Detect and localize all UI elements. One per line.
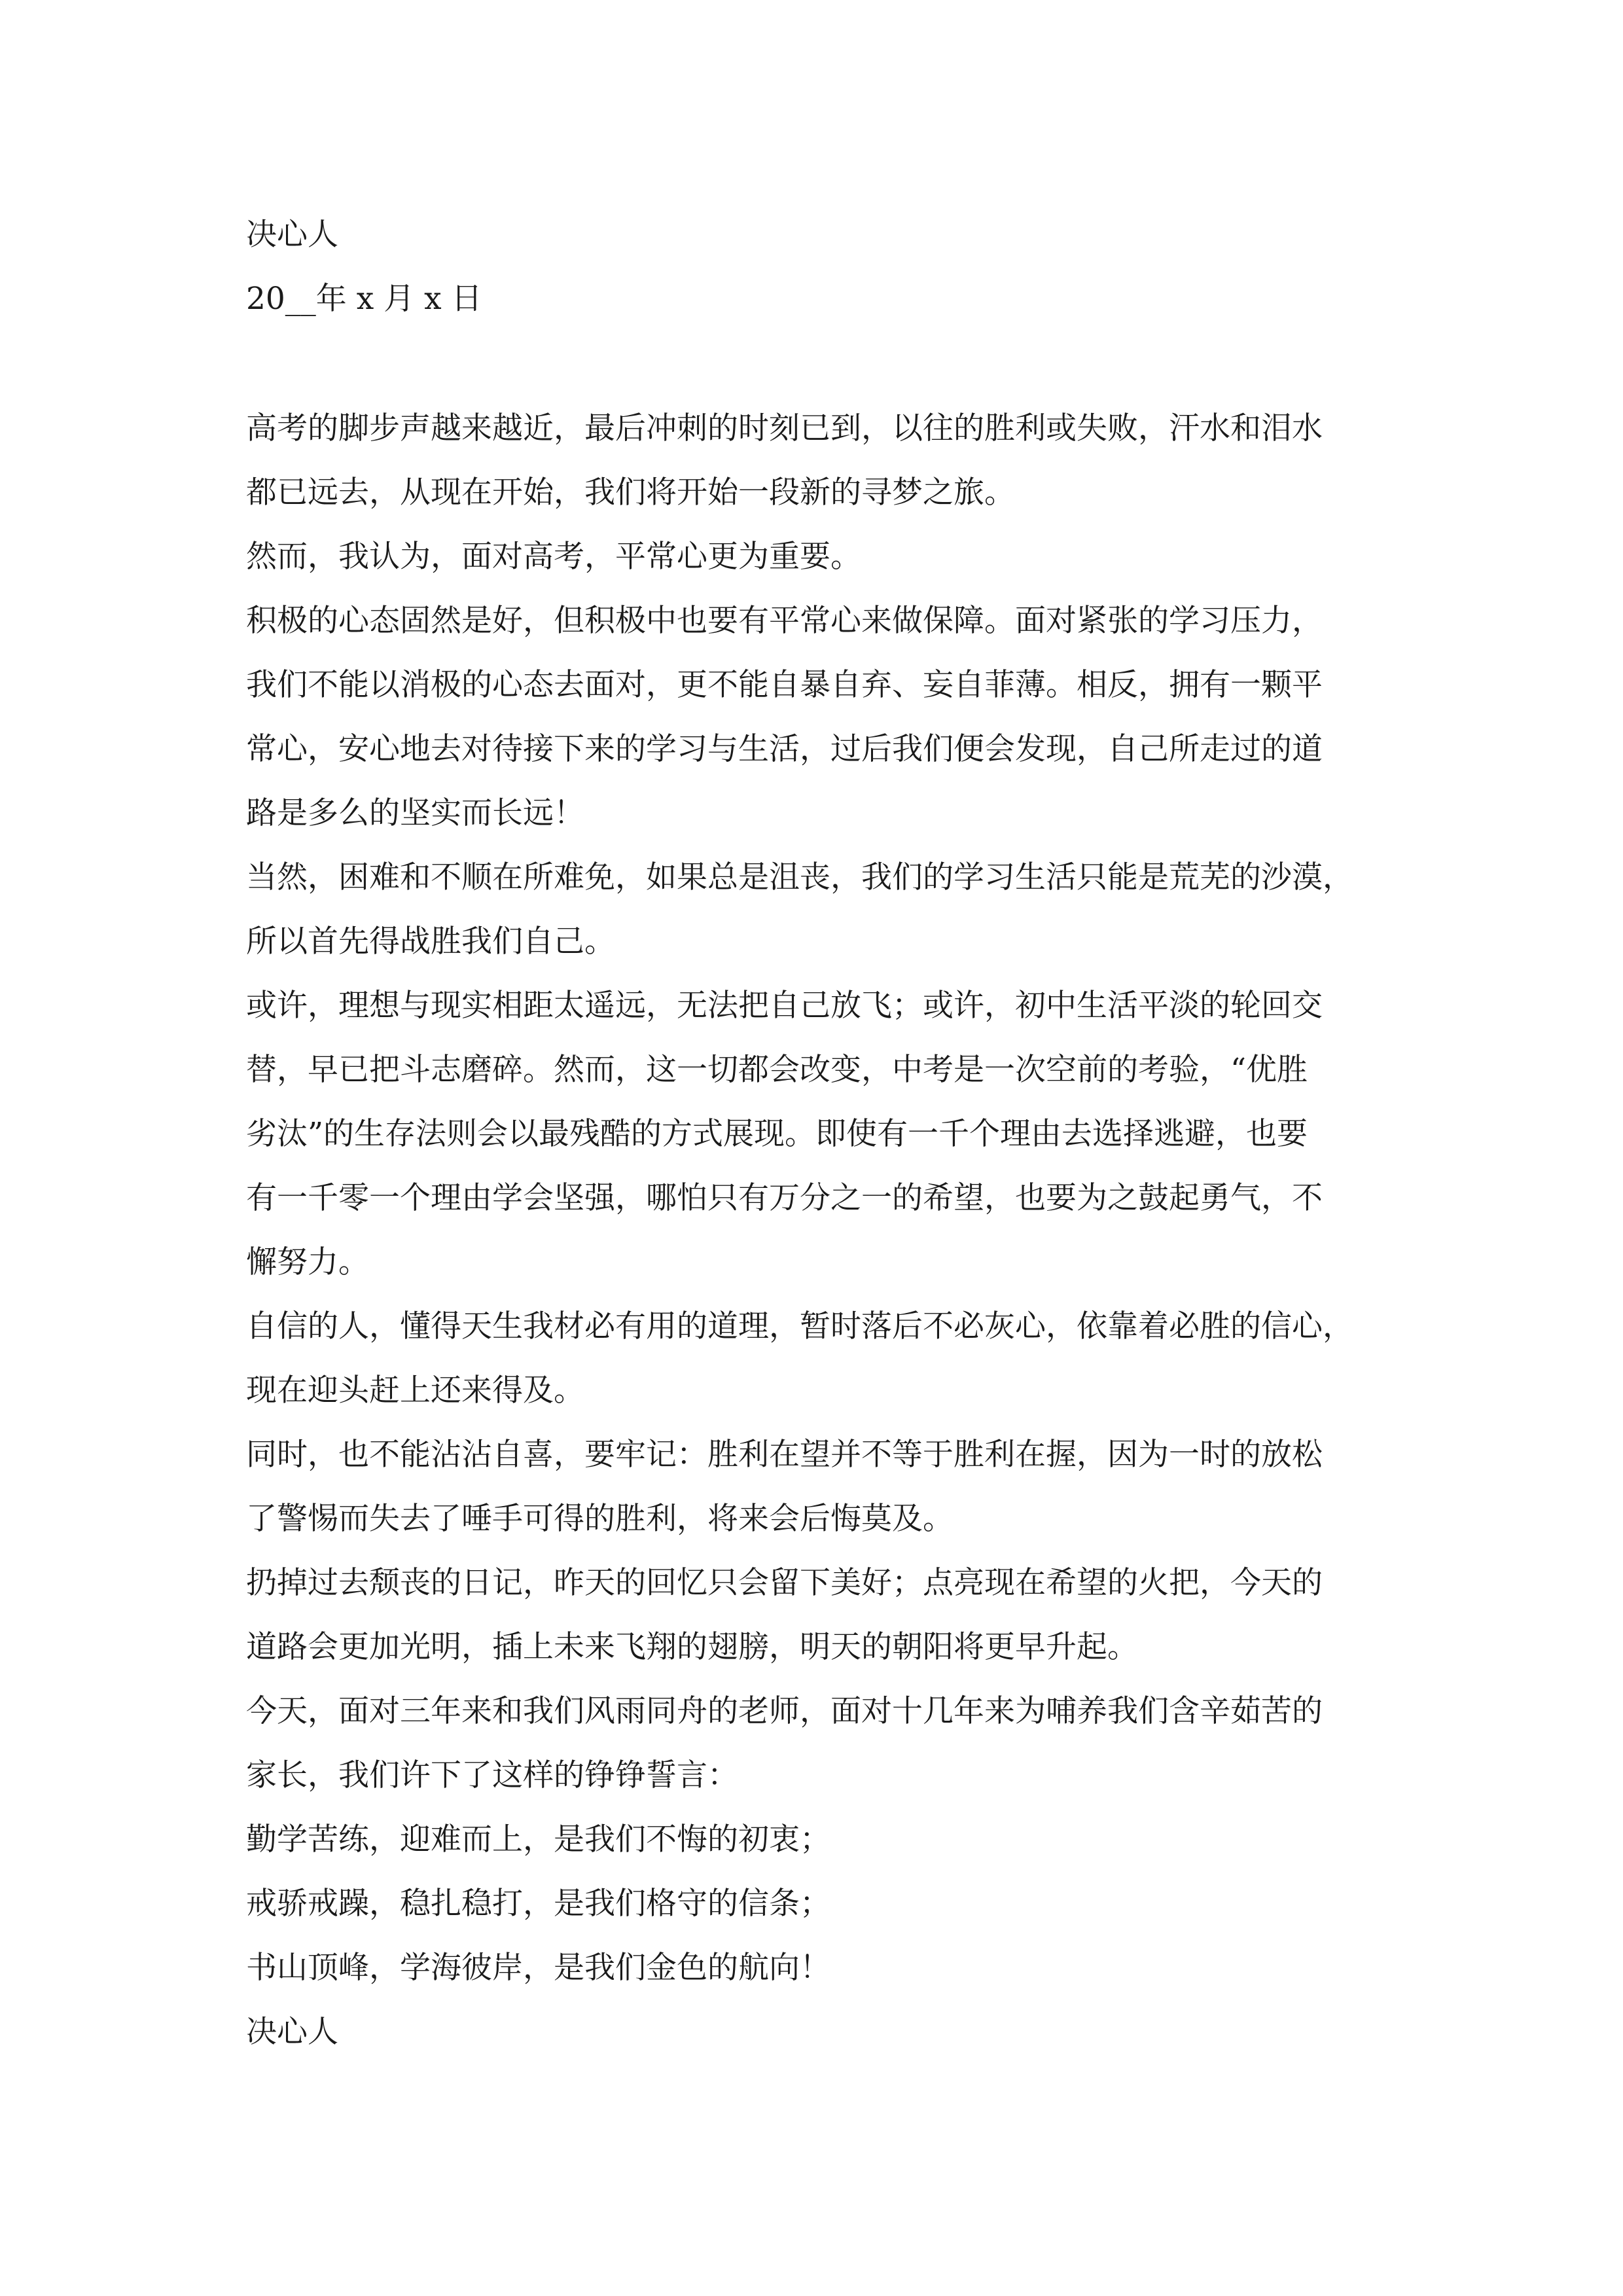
body-line: 有一千零一个理由学会坚强，哪怕只有万分之一的希望，也要为之鼓起勇气，不 bbox=[246, 1180, 1323, 1216]
body-line: 道路会更加光明，插上未来飞翔的翅膀，明天的朝阳将更早升起。 bbox=[246, 1629, 1138, 1665]
body-line: 懈努力。 bbox=[246, 1244, 369, 1280]
signer-label: 决心人 bbox=[246, 217, 338, 253]
body-line: 都已远去，从现在开始，我们将开始一段新的寻梦之旅。 bbox=[246, 475, 1015, 511]
body-line: 扔掉过去颓丧的日记，昨天的回忆只会留下美好；点亮现在希望的火把，今天的 bbox=[246, 1565, 1323, 1601]
body-line: 劣汰”的生存法则会以最残酷的方式展现。即使有一千个理由去选择逃避，也要 bbox=[246, 1116, 1308, 1152]
body-line: 戒骄戒躁，稳扎稳打，是我们格守的信条； bbox=[246, 1886, 830, 1922]
body-line: 所以首先得战胜我们自己。 bbox=[246, 924, 615, 960]
closing-signer-label: 决心人 bbox=[246, 2014, 338, 2050]
body-line: 路是多么的坚实而长远！ bbox=[246, 795, 584, 831]
body-line: 今天，面对三年来和我们风雨同舟的老师，面对十几年来为哺养我们含辛茹苦的 bbox=[246, 1693, 1323, 1729]
letter-body bbox=[246, 397, 1398, 2064]
body-line: 当然，困难和不顺在所难免，如果总是沮丧，我们的学习生活只能是荒芜的沙漠， bbox=[246, 859, 1353, 895]
body-line: 或许，理想与现实相距太遥远，无法把自己放飞；或许，初中生活平淡的轮回交 bbox=[246, 988, 1323, 1024]
body-line: 同时，也不能沾沾自喜，要牢记：胜利在望并不等于胜利在握，因为一时的放松 bbox=[246, 1437, 1323, 1473]
date-line: 20__年 x 月 x 日 bbox=[246, 281, 482, 317]
body-line: 家长，我们许下了这样的铮铮誓言： bbox=[246, 1757, 738, 1793]
body-line: 积极的心态固然是好，但积极中也要有平常心来做保障。面对紧张的学习压力， bbox=[246, 603, 1323, 639]
body-line: 现在迎头赶上还来得及。 bbox=[246, 1372, 584, 1408]
body-line: 然而，我认为，面对高考，平常心更为重要。 bbox=[246, 539, 861, 575]
body-line: 常心，安心地去对待接下来的学习与生活，过后我们便会发现，自己所走过的道 bbox=[246, 731, 1323, 767]
body-line: 书山顶峰，学海彼岸，是我们金色的航向！ bbox=[246, 1950, 830, 1986]
body-line: 了警惕而失去了唾手可得的胜利，将来会后悔莫及。 bbox=[246, 1501, 954, 1537]
body-line: 高考的脚步声越来越近，最后冲刺的时刻已到，以往的胜利或失败，汗水和泪水 bbox=[246, 410, 1323, 446]
body-line: 替，早已把斗志磨碎。然而，这一切都会改变，中考是一次空前的考验，“优胜 bbox=[246, 1052, 1308, 1088]
document-content bbox=[246, 203, 1398, 2064]
body-line: 我们不能以消极的心态去面对，更不能自暴自弃、妄自菲薄。相反，拥有一颗平 bbox=[246, 667, 1323, 703]
body-line: 勤学苦练，迎难而上，是我们不悔的初衷； bbox=[246, 1821, 830, 1857]
body-line: 自信的人，懂得天生我材必有用的道理，暂时落后不必灰心，依靠着必胜的信心， bbox=[246, 1308, 1353, 1344]
header-block bbox=[246, 203, 1398, 331]
